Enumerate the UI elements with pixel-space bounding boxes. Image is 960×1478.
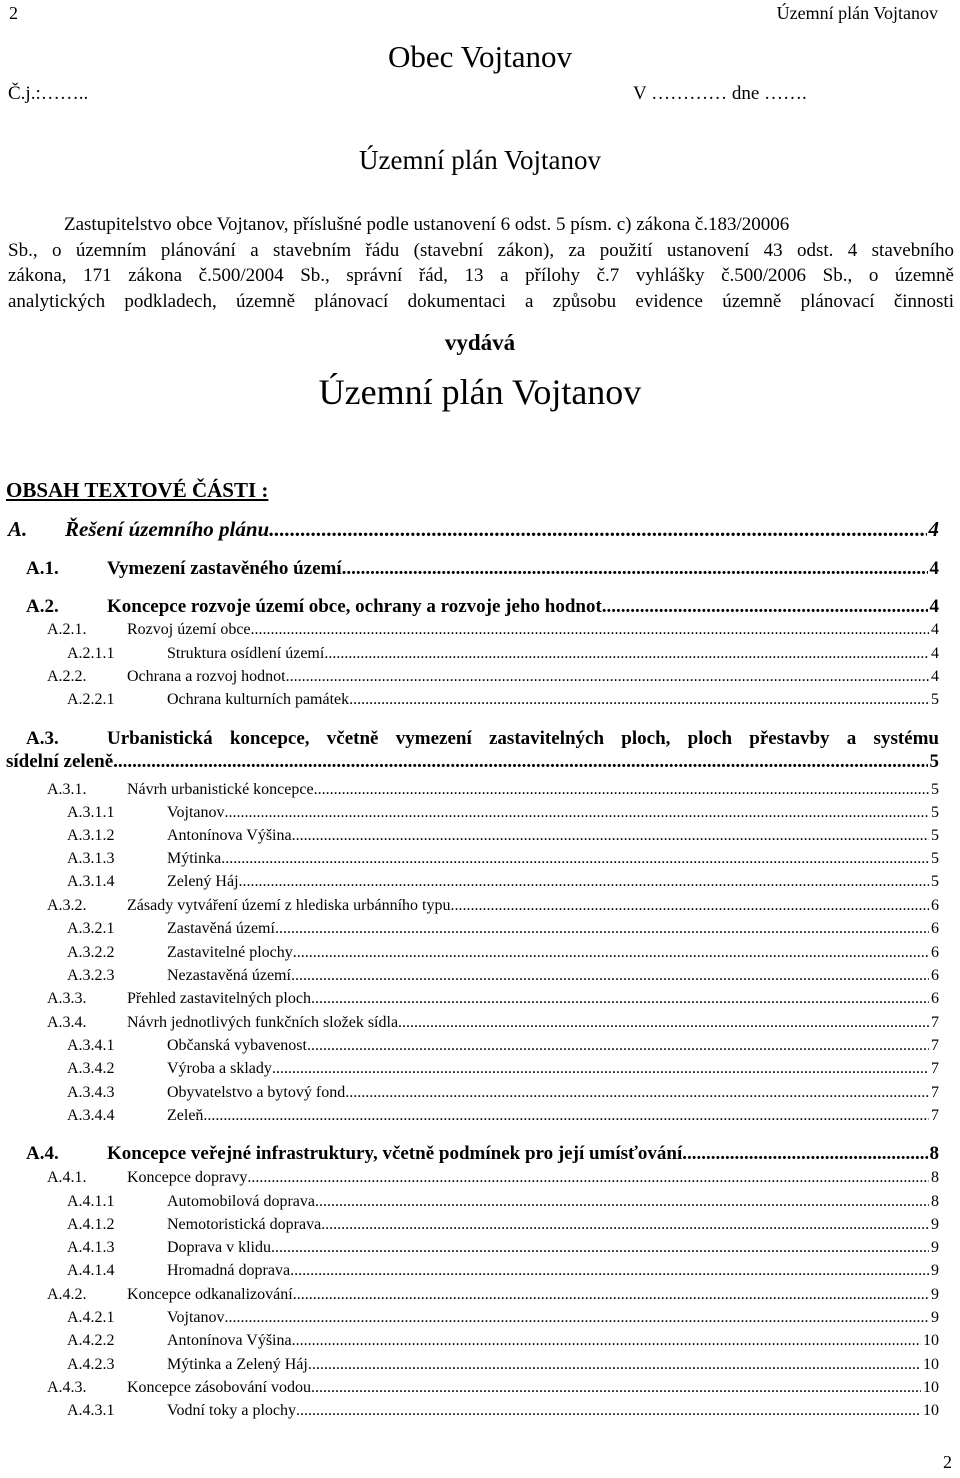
toc-leader-dots <box>682 1143 927 1165</box>
toc-entry-title: Struktura osídlení území <box>167 645 325 662</box>
toc-entry-number: A.2.2.1 <box>67 691 115 708</box>
toc-entry-title: Mýtinka a Zelený Háj <box>167 1356 308 1373</box>
toc-entry-number: A.4.1.4 <box>67 1262 115 1279</box>
toc-leader-dots <box>247 1169 929 1187</box>
toc-entry-number: A.3.1.1 <box>67 804 115 821</box>
toc-entry-a343[interactable] <box>67 1084 939 1102</box>
toc-entry-title: Návrh jednotlivých funkčních složek sídla <box>127 1014 399 1031</box>
toc-entry-a221[interactable] <box>67 691 939 709</box>
toc-leader-dots <box>602 596 928 618</box>
toc-entry-a314[interactable] <box>67 873 939 891</box>
toc-leader-dots <box>450 897 929 915</box>
toc-entry-page: 9 <box>931 1309 939 1326</box>
toc-entry-number: A.3.1.2 <box>67 827 115 844</box>
toc-entry-a341[interactable] <box>67 1037 939 1055</box>
toc-entry-page: 5 <box>929 751 939 772</box>
toc-entry-page: 6 <box>931 990 939 1007</box>
toc-leader-dots <box>292 1332 921 1350</box>
toc-leader-dots <box>398 1014 929 1032</box>
toc-entry-a32[interactable] <box>47 897 939 915</box>
toc-entry-page: 8 <box>931 1169 939 1186</box>
toc-entry-page: 10 <box>923 1356 939 1373</box>
toc-entry-a321[interactable] <box>67 920 939 938</box>
toc-entry-number: A.4.1.2 <box>67 1216 115 1233</box>
toc-leader-dots <box>286 668 929 686</box>
toc-leader-dots <box>349 691 929 709</box>
toc-entry-title: Hromadná doprava <box>167 1262 291 1279</box>
toc-entry-number: A.3.4.1 <box>67 1037 115 1054</box>
toc-entry-page: 10 <box>923 1332 939 1349</box>
toc-entry-a411[interactable] <box>67 1193 939 1211</box>
toc-entry-page: 9 <box>931 1239 939 1256</box>
toc-entry-number: A.4.2.1 <box>67 1309 115 1326</box>
toc-entry-title: Vojtanov <box>167 1309 225 1326</box>
toc-entry-title: Doprava v klidu <box>167 1239 271 1256</box>
toc-leader-dots <box>315 1193 929 1211</box>
toc-entry-title: Zastavitelné plochy <box>167 944 293 961</box>
intro-line-2: Sb., o územním plánování a stavebním řádu (stavební zákon), za použití ustanovení 43 odst. 4 stavebního <box>8 239 954 261</box>
toc-entry-a21[interactable] <box>47 621 939 639</box>
toc-entry-number: A.4.1.1 <box>67 1193 115 1210</box>
toc-entry-title: Zásady vytváření území z hlediska urbánního typu <box>127 897 451 914</box>
toc-leader-dots <box>269 517 926 542</box>
toc-entry-page: 8 <box>929 1143 939 1164</box>
toc-entry-a4[interactable] <box>26 1143 939 1165</box>
toc-entry-number: A.2. <box>26 596 59 617</box>
toc-entry-page: 6 <box>931 897 939 914</box>
toc-leader-dots <box>203 1107 929 1125</box>
toc-entry-page: 6 <box>931 920 939 937</box>
toc-entry-number: A.2.2. <box>47 668 87 685</box>
toc-entry-number: A.4.2.2 <box>67 1332 115 1349</box>
toc-entry-title: Výroba a sklady <box>167 1060 272 1077</box>
toc-leader-dots <box>296 1402 921 1420</box>
toc-entry-a342[interactable] <box>67 1060 939 1078</box>
toc-entry-title: Návrh urbanistické koncepce <box>127 781 314 798</box>
toc-entry-page: 7 <box>931 1107 939 1124</box>
toc-entry-a43[interactable] <box>47 1379 939 1397</box>
toc-leader-dots <box>275 920 929 938</box>
toc-leader-dots <box>307 1037 929 1055</box>
toc-entry-number: A.1. <box>26 558 59 579</box>
toc-entry-a323[interactable] <box>67 967 939 985</box>
toc-leader-dots <box>311 1379 921 1397</box>
toc-entry-number: A.3.4.3 <box>67 1084 115 1101</box>
toc-entry-a31[interactable] <box>47 781 939 799</box>
toc-leader-dots <box>293 1286 929 1304</box>
toc-entry-title: Obyvatelstvo a bytový fond <box>167 1084 346 1101</box>
toc-entry-page: 4 <box>931 668 939 685</box>
toc-entry-title-continued: sídelní zeleně <box>6 751 114 772</box>
toc-entry-a412[interactable] <box>67 1216 939 1234</box>
toc-entry-page: 4 <box>929 558 939 579</box>
toc-entry-number: A.3. <box>26 728 59 749</box>
toc-leader-dots <box>272 1060 929 1078</box>
toc-entry-a322[interactable] <box>67 944 939 962</box>
toc-entry-page: 5 <box>931 850 939 867</box>
toc-leader-dots <box>311 990 929 1008</box>
toc-entry-page: 4 <box>928 517 939 541</box>
footer-page-number: 2 <box>943 1452 952 1472</box>
toc-leader-dots <box>290 1262 929 1280</box>
toc-entry-a3[interactable] <box>6 728 939 773</box>
toc-leader-dots <box>324 645 929 663</box>
toc-entry-title: Zastavěná území <box>167 920 275 937</box>
toc-entry-title: Mýtinka <box>167 850 222 867</box>
toc-entry-page: 10 <box>923 1379 939 1396</box>
toc-leader-dots <box>224 1309 929 1327</box>
toc-entry-page: 5 <box>931 827 939 844</box>
document-title: Obec Vojtanov <box>388 39 572 74</box>
toc-entry-page: 4 <box>929 596 939 617</box>
toc-leader-dots <box>321 1216 929 1234</box>
toc-entry-a344[interactable] <box>67 1107 939 1125</box>
toc-entry-number: A.4.2.3 <box>67 1356 115 1373</box>
toc-entry-number: A.4.3.1 <box>67 1402 115 1419</box>
toc-entry-page: 4 <box>931 621 939 638</box>
toc-entry-number: A.3.4.2 <box>67 1060 115 1077</box>
toc-entry-page: 7 <box>931 1060 939 1077</box>
toc-entry-title: Antonínova Výšina <box>167 827 292 844</box>
header-page-number: 2 <box>9 3 18 23</box>
toc-leader-dots <box>271 1239 929 1257</box>
toc-entry-title: Řešení územního plánu <box>65 517 270 541</box>
toc-entry-number: A.4. <box>26 1143 59 1164</box>
toc-entry-page: 6 <box>931 944 939 961</box>
header-running-title: Územní plán Vojtanov <box>776 3 938 23</box>
toc-entry-page: 7 <box>931 1037 939 1054</box>
toc-entry-number: A. <box>8 517 28 541</box>
toc-entry-a33[interactable] <box>47 990 939 1008</box>
toc-entry-number: A.3.1. <box>47 781 87 798</box>
toc-entry-number: A.4.1.3 <box>67 1239 115 1256</box>
toc-entry-a211[interactable] <box>67 645 939 663</box>
toc-entry-page: 10 <box>923 1402 939 1419</box>
toc-leader-dots <box>251 621 929 639</box>
toc-entry-number: A.3.2.3 <box>67 967 115 984</box>
toc-entry-page: 9 <box>931 1216 939 1233</box>
toc-entry-page: 5 <box>931 804 939 821</box>
toc-leader-dots <box>308 1356 921 1374</box>
toc-entry-title: Vodní toky a plochy <box>167 1402 297 1419</box>
toc-leader-dots <box>113 751 927 773</box>
toc-entry-a41[interactable] <box>47 1169 939 1187</box>
toc-entry-page: 5 <box>931 873 939 890</box>
document-subtitle: Územní plán Vojtanov <box>359 145 601 175</box>
toc-entry-number: A.3.1.4 <box>67 873 115 890</box>
toc-entry-a2[interactable] <box>26 596 939 618</box>
toc-entry-title: Automobilová doprava <box>167 1193 315 1210</box>
toc-entry-a34[interactable] <box>47 1014 939 1032</box>
toc-entry-title: Nezastavěná území <box>167 967 291 984</box>
plan-title: Územní plán Vojtanov <box>318 372 642 412</box>
intro-line-4: analytických podkladech, územně plánovací dokumentaci a způsobu evidence územně plánovací činnosti <box>8 290 954 312</box>
toc-leader-dots <box>221 850 929 868</box>
toc-entry-a1[interactable] <box>26 558 939 580</box>
reference-number: Č.j.:…….. <box>8 83 89 104</box>
toc-entry-title: Koncepce veřejné infrastruktury, včetně podmínek pro její umísťování <box>107 1143 683 1164</box>
toc-entry-page: 5 <box>931 781 939 798</box>
intro-line-1: Zastupitelstvo obce Vojtanov, příslušné podle ustanovení 6 odst. 5 písm. c) zákona č.183/20006 <box>64 214 790 235</box>
toc-leader-dots <box>342 558 928 580</box>
toc-entry-title: Přehled zastavitelných ploch <box>127 990 311 1007</box>
toc-entry-a422[interactable] <box>67 1332 939 1350</box>
toc-entry-title: Koncepce rozvoje území obce, ochrany a rozvoje jeho hodnot <box>107 596 602 617</box>
toc-entry-title: Koncepce odkanalizování <box>127 1286 293 1303</box>
toc-leader-dots <box>239 873 929 891</box>
toc-entry-title: Zeleň <box>167 1107 204 1124</box>
toc-entry-a423[interactable] <box>67 1356 939 1374</box>
toc-entry-a22[interactable] <box>47 668 939 686</box>
toc-entry-a312[interactable] <box>67 827 939 845</box>
toc-entry-page: 7 <box>931 1014 939 1031</box>
toc-entry-a421[interactable] <box>67 1309 939 1327</box>
toc-entry-page: 6 <box>931 967 939 984</box>
toc-entry-number: A.4.3. <box>47 1379 87 1396</box>
toc-entry-number: A.4.2. <box>47 1286 87 1303</box>
toc-entry-number: A.3.4. <box>47 1014 87 1031</box>
toc-entry-page: 9 <box>931 1286 939 1303</box>
toc-entry-a42[interactable] <box>47 1286 939 1304</box>
toc-entry-a413[interactable] <box>67 1239 939 1257</box>
toc-entry-number: A.2.1. <box>47 621 87 638</box>
toc-entry-a313[interactable] <box>67 850 939 868</box>
toc-entry-title: Vymezení zastavěného území <box>107 558 342 579</box>
toc-entry-number: A.3.2.1 <box>67 920 115 937</box>
toc-entry-title: Rozvoj území obce <box>127 621 251 638</box>
toc-entry-title: Urbanistická koncepce, včetně vymezení zastavitelných ploch, ploch přestavby a systému <box>107 728 939 749</box>
intro-paragraph <box>8 212 954 314</box>
toc-entry-page: 4 <box>931 645 939 662</box>
toc-leader-dots <box>292 827 929 845</box>
toc-leader-dots <box>291 967 929 985</box>
toc-entry-title: Ochrana kulturních památek <box>167 691 350 708</box>
toc-entry-a[interactable] <box>8 517 939 542</box>
toc-entry-number: A.2.1.1 <box>67 645 115 662</box>
toc-entry-title: Antonínova Výšina <box>167 1332 292 1349</box>
place-date: V ………… dne ……. <box>633 83 807 104</box>
intro-line-3: zákona, 171 zákona č.500/2004 Sb., správní řád, 13 a přílohy č.7 vyhlášky č.500/2006 Sb., o územně <box>8 265 954 286</box>
toc-entry-title: Zelený Háj <box>167 873 239 890</box>
issues-label: vydává <box>444 330 516 355</box>
toc-entry-number: A.3.1.3 <box>67 850 115 867</box>
toc-entry-title: Nemotoristická doprava <box>167 1216 322 1233</box>
toc-entry-number: A.3.3. <box>47 990 87 1007</box>
toc-entry-number: A.4.1. <box>47 1169 87 1186</box>
toc-entry-number: A.3.2. <box>47 897 87 914</box>
toc-leader-dots <box>224 804 929 822</box>
toc-entry-a431[interactable] <box>67 1402 939 1420</box>
toc-entry-title: Koncepce zásobování vodou <box>127 1379 311 1396</box>
toc-entry-title: Ochrana a rozvoj hodnot <box>127 668 286 685</box>
toc-leader-dots <box>314 781 929 799</box>
toc-leader-dots <box>345 1084 929 1102</box>
toc-leader-dots <box>293 944 929 962</box>
toc-entry-a311[interactable] <box>67 804 939 822</box>
toc-entry-title: Občanská vybavenost <box>167 1037 307 1054</box>
toc-entry-title: Koncepce dopravy <box>127 1169 248 1186</box>
toc-entry-title: Vojtanov <box>167 804 225 821</box>
toc-entry-page: 7 <box>931 1084 939 1101</box>
toc-heading: OBSAH TEXTOVÉ ČÁSTI : <box>6 478 269 502</box>
toc-entry-page: 9 <box>931 1262 939 1279</box>
toc-entry-page: 8 <box>931 1193 939 1210</box>
toc-entry-number: A.3.2.2 <box>67 944 115 961</box>
toc-entry-page: 5 <box>931 691 939 708</box>
toc-entry-number: A.3.4.4 <box>67 1107 115 1124</box>
toc-entry-a414[interactable] <box>67 1262 939 1280</box>
